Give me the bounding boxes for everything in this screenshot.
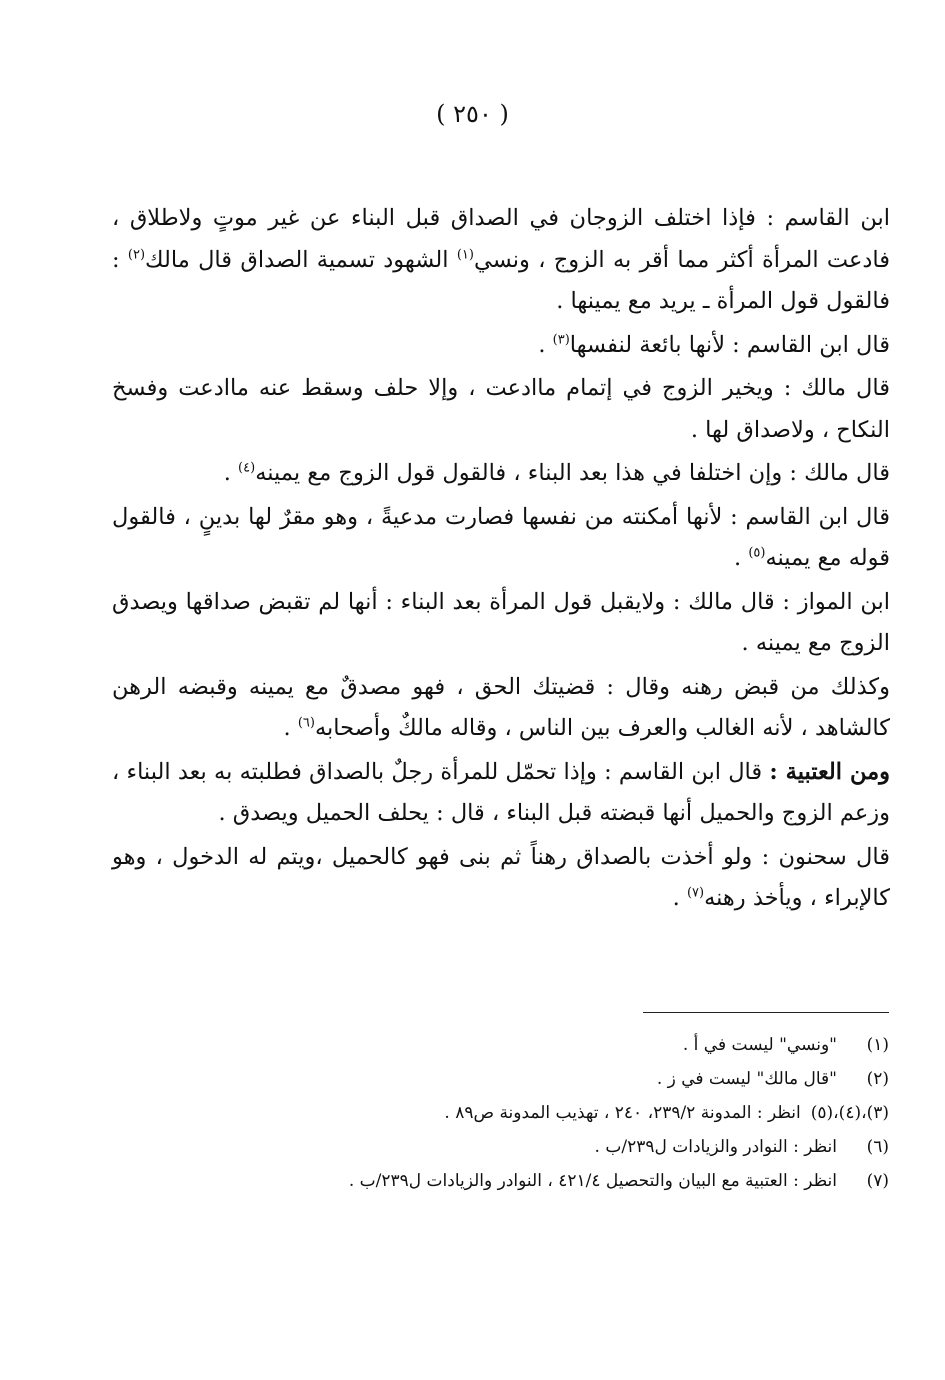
paragraph-3: [112, 368, 890, 451]
footnote-number: (٧): [866, 1171, 889, 1191]
footnote-text: انظر : العتبية مع البيان والتحصيل ٤٢١/٤ ، النوادر والزيادات ل٢٣٩/ب .: [348, 1171, 837, 1191]
footnote-ref: (١): [456, 247, 474, 262]
paragraph-end: .: [223, 460, 239, 486]
footnote: [189, 1028, 889, 1062]
paragraph-1: [112, 198, 890, 323]
paragraph-8: [112, 752, 890, 835]
text-line: ولاطلاق ، فادعت المرأة أكثر مما أقر به الزوج ، ونسي: [112, 205, 891, 273]
footnote-number: (١): [866, 1035, 889, 1055]
paragraph-2: [112, 325, 890, 367]
footnote-ref: (٥): [748, 545, 766, 561]
paragraph-text: قال مالك : ويخير الزوج في إتمام ماادعت ، وإلا حلف وسقط عنه ماادعت وفسخ النكاح ، ولاصداق لها .: [112, 375, 890, 443]
footnote-ref: (٦): [297, 715, 315, 731]
footnote-number: (٢): [866, 1069, 889, 1089]
footnote-divider: [643, 1012, 889, 1013]
text-line: قال مالك: [145, 246, 233, 273]
paragraph-end: .: [672, 885, 687, 911]
footnote-ref: (٢): [127, 247, 146, 262]
paragraph-text: قال مالك : وإن اختلفا في هذا بعد البناء ، فالقول قول الزوج مع يمينه: [255, 460, 890, 486]
footnote-text: "قال مالك" ليست في ز .: [656, 1069, 837, 1089]
footnotes: [189, 1028, 889, 1198]
paragraph-text: قال ابن القاسم : لأنها أمكنته من نفسها فصارت مدعيةً ، وهو مقرٌ لها بدينٍ ، فالقول قوله مع يمينه: [112, 503, 890, 571]
footnote-ref: (٣): [552, 332, 570, 347]
footnote: [189, 1130, 889, 1164]
footnote: [189, 1062, 889, 1096]
paragraph-end: .: [538, 331, 553, 358]
footnote-number: (٣)،(٤)،(٥): [810, 1103, 889, 1123]
paragraph-text: قال ابن القاسم : وإذا تحمّل للمرأة رجلٌ بالصداق فطلبته به بعد البناء ، وزعم الزوج والحميل أنها قبضته قبل البناء ، قال : يحلف الحميل ويصدق .: [112, 758, 890, 826]
paragraph-6: [112, 582, 890, 665]
footnote-ref: (٧): [686, 885, 705, 901]
paragraph-end: .: [734, 545, 749, 571]
paragraph-7: [112, 667, 890, 750]
section-heading: ومن العتبية :: [769, 758, 890, 785]
text-line: : فالقول قول المرأة ـ يريد مع يمينها .: [112, 246, 890, 314]
paragraph-5: [112, 497, 890, 580]
main-text: [112, 198, 890, 920]
paragraph-text: قال سحنون : ولو أخذت بالصداق رهناً ثم بنى فهو كالحميل ،ويتم له الدخول ، وهو كالإبراء ، ويأخذ رهنه: [112, 843, 890, 911]
paragraph-end: .: [283, 715, 298, 741]
paragraph-text: ابن المواز : قال مالك : ولايقبل قول المرأة بعد البناء : أنها لم تقبض صداقها ويصدق الزوج مع يمينه .: [112, 588, 890, 656]
text-line: ابن القاسم : فإذا اختلف الزوجان في الصداق قبل البناء عن غير موتٍ: [212, 205, 890, 231]
paragraph-4: [112, 453, 890, 495]
paragraph-text: وكذلك من قبض رهنه وقال : قضيتك الحق ، فهو مصدقٌ مع يمينه وقبضه الرهن كالشاهد ، لأنه الغالب والعرف بين الناس ، وقاله مالكٌ وأصحابه: [112, 673, 890, 741]
footnote-number: (٦): [866, 1137, 889, 1157]
paragraph-text: قال ابن القاسم : لأنها بائعة لنفسها: [569, 331, 890, 358]
footnote-text: انظر : النوادر والزيادات ل٢٣٩/ب .: [594, 1137, 837, 1157]
page-number: ( ٢٥٠ ): [436, 100, 509, 128]
footnote-ref: (٤): [238, 460, 256, 476]
footnote: [189, 1164, 889, 1198]
text-line: الشهود تسمية الصداق: [240, 246, 449, 273]
footnote: [189, 1096, 889, 1130]
paragraph-9: [112, 837, 890, 920]
footnote-text: انظر : المدونة ٢٣٩/٢، ٢٤٠ ، تهذيب المدونة ص٨٩ .: [444, 1103, 801, 1123]
footnote-text: "ونسي" ليست في أ .: [682, 1035, 837, 1055]
